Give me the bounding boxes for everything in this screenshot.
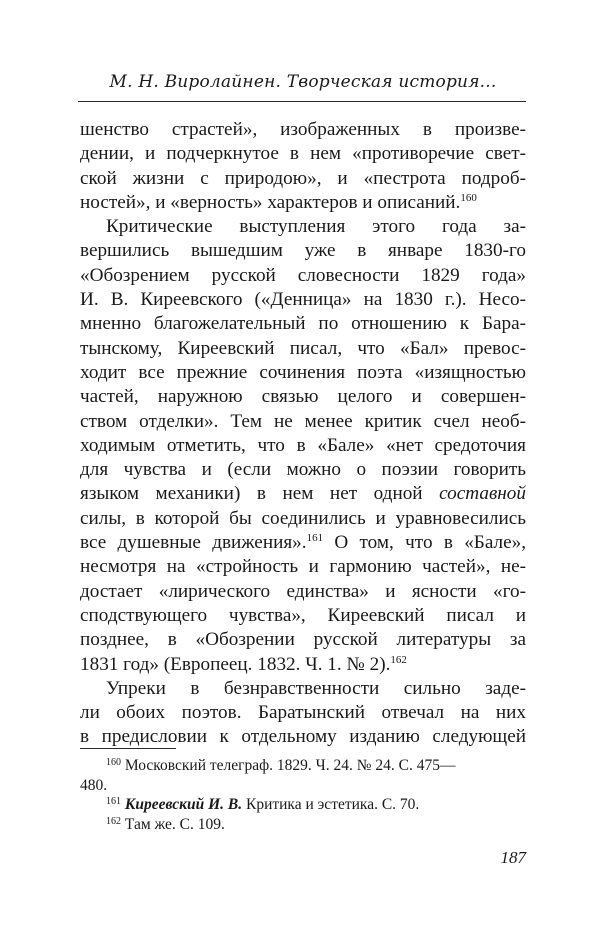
text-line: ходимым отметить, что в «Бале» «нет средоточия xyxy=(80,434,526,456)
footnote-160-continuation: 480. xyxy=(80,776,108,794)
paragraph-start-line: Критические выступления этого года за- xyxy=(106,216,526,238)
text-line: сподствующего чувства», Киреевский писал и xyxy=(80,604,526,626)
running-head: М. Н. Виролайнен. Творческая история... xyxy=(109,72,497,92)
header-rule xyxy=(78,101,526,102)
text-line: языком механики) в нем нет одной составной xyxy=(80,483,526,505)
text-line: ством отделки». Тем не менее критик счел необ- xyxy=(80,410,526,432)
footnotes xyxy=(80,756,526,834)
footnote-number: 160 xyxy=(106,757,121,768)
text-line: 1831 год» (Европеец. 1832. Ч. 1. № 2).$^{162}$ xyxy=(80,653,407,675)
footnote-ref-162[interactable]: 162 xyxy=(390,653,407,666)
text-line: ностей», и «верность» характеров и описаний.$^{160}$ xyxy=(80,191,477,213)
text-line: для чувства и (если можно о поэзии говорить xyxy=(80,459,526,481)
text-line: частей, наружною связью целого и совершен- xyxy=(80,386,526,408)
text-line: позднее, в «Обозрении русской литературы за xyxy=(80,629,526,651)
text-line: силы, в которой бы соединились и уравновесились xyxy=(80,507,526,529)
footnote-number: 162 xyxy=(106,815,121,827)
text-line: тынскому, Киреевский писал, что «Бал» превос- xyxy=(80,337,526,359)
text-line: дении, и подчеркнутое в нем «противоречие свет- xyxy=(80,143,526,165)
text-line: несмотря на «стройность и гармонию частей», не- xyxy=(80,556,526,578)
text-line: ской жизни с природою», и «пестрота подроб- xyxy=(80,167,526,189)
text-line: все душевные движения».$^{161}$ О том, что в «Бале», xyxy=(80,532,526,554)
text-line: «Обозрением русской словесности 1829 года» xyxy=(80,264,526,286)
footnote-160: $^{160}$ Московский телеграф. 1829. Ч. 24. № 24. С. 475— xyxy=(106,757,456,774)
italic-emphasis: составной xyxy=(439,483,526,505)
footnote-161: $^{161}$ Киреевский И. В. Критика и эстетика. С. 70. xyxy=(106,796,420,813)
text-line: вершились вышедшим уже в январе 1830-го xyxy=(80,240,526,262)
body-text xyxy=(80,118,526,750)
footnote-162: $^{162}$ Там же. С. 109. xyxy=(106,815,225,833)
text-line: достает «лирического единства» и ясности «го- xyxy=(80,580,526,602)
footnote-author: Киреевский И. В. xyxy=(124,796,243,813)
page-number: 187 xyxy=(500,848,526,867)
footnote-ref-160[interactable]: 160 xyxy=(460,191,477,204)
footnote-rule xyxy=(80,748,176,749)
footnote-number: 161 xyxy=(106,796,121,807)
text-line: в предисловии к отдельному изданию следующей xyxy=(80,726,526,748)
text-line: ходит все прежние сочинения поэта «изящностью xyxy=(80,361,526,383)
footnote-ref-161[interactable]: 161 xyxy=(306,532,324,545)
text-line: мненно благожелательный по отношению к Бара- xyxy=(80,313,526,335)
text-line: ли обоих поэтов. Баратынский отвечал на них xyxy=(80,702,526,724)
text-line: И. В. Киреевского («Денница» на 1830 г.). Несо- xyxy=(80,289,526,311)
text-line: шенство страстей», изображенных в произве- xyxy=(80,119,526,140)
paragraph-start-line: Упреки в безнравственности сильно заде- xyxy=(106,677,526,699)
